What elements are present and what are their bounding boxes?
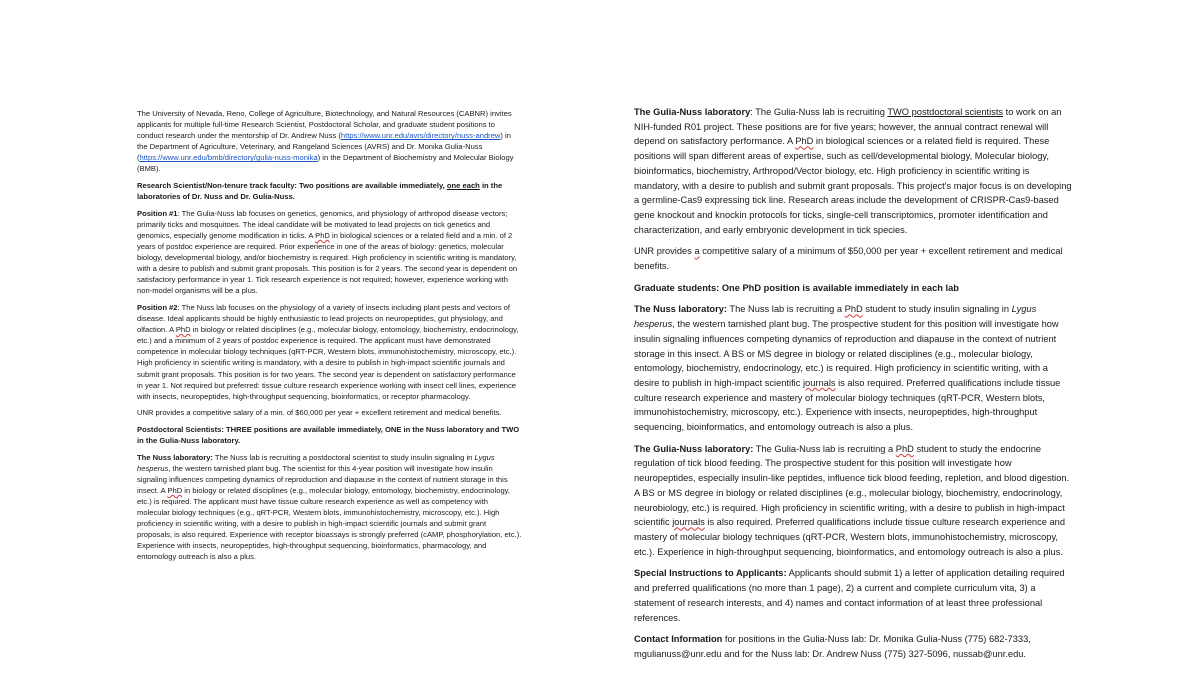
spellcheck-word: journals [802, 377, 836, 388]
special-instructions-paragraph [634, 566, 1074, 625]
body-text: Applicants should submit 1) a letter of application detailing required and preferred qualifications (no more than 1 page), 2) a current and complete curriculum vita, 3) a statement of research interests, and 4) names and contact information of at least three professional references. [634, 568, 1065, 623]
gulia-nuss-lab-grad-paragraph [634, 442, 1074, 560]
lab-label: The Gulia-Nuss laboratory: [634, 443, 754, 454]
body-text: The Gulia-Nuss lab is recruiting a [753, 443, 896, 454]
body-text: The Nuss lab is recruiting a postdoctoral scientist to study insulin signaling in [212, 452, 475, 462]
heading-text: in the laboratories of Dr. Nuss and Dr. Gulia-Nuss. [137, 181, 503, 202]
nuss-lab-postdoc-paragraph [137, 452, 522, 563]
body-text: : The Nuss lab focuses on the physiology of a variety of insects including plant pests and vectors of disease. Ideal applicants should be highly enthusiastic to lead projects on neuropeptides, gut physiology, and olfaction. A [137, 303, 510, 335]
heading-text: Postdoctoral Scientists: THREE positions are available immediately, ONE in the Nuss laboratory and TWO in the Gulia-Nuss laboratory. [137, 424, 520, 446]
position-2-paragraph [137, 302, 522, 402]
postdoc-heading [137, 424, 522, 446]
underlined-text: one each [446, 181, 480, 191]
body-text: student to study the endocrine regulation of tick blood feeding. The prospective student for this position will investigate how neuropeptides, especially insulin-like peptides, influence tick blood feeding, repletion, and blood digestion. A BS or MS degree in biology or related disciplines (e.g., molecular biology, biochemistry, endocrinology, neurobiology, etc.) is required. High proficiency in scientific writing, with a desire to publish in high-impact scientific [634, 443, 1070, 528]
body-text: is also required. Preferred qualifications include tissue culture research experience and mastery of molecular biology techniques (qRT-PCR, Western blots, immunohistochemistry, microscopy, etc.). Experience with insects, neuropeptides, high-throughput sequencing, bioinformatics, and entomology outreach is also a plus. [634, 377, 1061, 433]
body-text: student to study insulin signaling in [862, 304, 1012, 315]
body-text: for positions in the Gulia-Nuss lab: Dr. Monika Gulia-Nuss (775) 682-7333, mgulianuss@unr.edu and for the Nuss lab: Dr. Andrew Nuss (775) 327-5096, nussab@unr.edu. [634, 634, 1031, 659]
left-page [137, 108, 522, 568]
body-text: to work on an NIH-funded R01 project. These positions are for five years; however, the annual contract renewal will depend on satisfactory performance. A [634, 107, 1062, 147]
heading-text: Graduate students: One PhD position is available immediately in each lab [634, 282, 959, 293]
position-2-label: Position #2 [137, 303, 178, 312]
section-label: Contact Information [634, 634, 723, 645]
spellcheck-word: PhD [167, 485, 183, 495]
salary-paragraph [634, 244, 1074, 273]
body-text: The Nuss lab is recruiting a [727, 304, 845, 315]
intro-paragraph [137, 108, 522, 175]
lab-label: The Gulia-Nuss laboratory [634, 107, 751, 117]
intro-text: The University of Nevada, Reno, College of Agriculture, Biotechnology, and Natural Resources (CABNR) invites applicants for multiple full-time Research Scientist, Postdoctoral Scholar, and graduate student positions to conduct research under the mentorship of Dr. Andrew Nuss ( [137, 109, 512, 141]
research-scientist-heading [137, 180, 522, 202]
body-text: : The Gulia-Nuss lab is recruiting [750, 107, 888, 117]
species-name: Lygus hesperus [137, 452, 495, 473]
body-text: in biology or related disciplines (e.g., molecular biology, entomology, biochemistry, endocrinology, etc.) is required. The applicant must have tissue culture research experience as well as competency with molecular biology techniques (e.g., qRT-PCR, Western blots, immunohistochemistry, microscopy, etc.). High proficiency in scientific writing, with a desire to publish in high-impact scientific journals and submit grant proposals, is also required. Experience with receptor bioassays is strongly preferred (cAMP, phosphorylation, etc.). Experience with insects, neuropeptides, high-throughput sequencing, bioinformatics, pharmacology, and entomology outreach is also a plus. [137, 485, 522, 562]
spellcheck-word: a [694, 246, 700, 257]
lab-label: The Nuss laboratory: [634, 304, 727, 315]
section-label: Special Instructions to Applicants: [634, 568, 787, 579]
spellcheck-word: PhD [844, 304, 863, 315]
underlined-text: TWO postdoctoral scientists [887, 107, 1004, 117]
spellcheck-word: PhD [175, 325, 191, 335]
position-1-paragraph [137, 208, 522, 297]
heading-text: Research Scientist/Non-tenure track faculty: Two positions are available immediately, [137, 181, 447, 191]
body-text: in biological sciences or a related field is required. These positions will span different areas of expertise, such as cell/developmental biology, Molecular biology, bioinformatics, biochemistry, Arthropod/Vector biology, etc. High proficiency in scientific writing is mandatory, with a desire to publish and submit grant proposals. This project's major focus is on developing a germline-Cas9 expressing tick line. Research areas include the development of CRISPR-Cas9-based gene knockout and knockin protocols for ticks, single-cell transcriptomics, promoter identification and characterization, and early embryonic development in tick species. [634, 136, 1072, 235]
body-text: , the western tarnished plant bug. The scientist for this 4-year position will investigate how insulin signaling influences competing dynamics of reproduction and diapause in the context of nutrient storage in this insect. A [137, 463, 508, 495]
body-text: is also required. Preferred qualifications include tissue culture research experience and mastery of molecular biology techniques (qRT-PCR, Western blots, immunohistochemistry, microscopy, etc.). Experience in high-throughput sequencing, bioinformatics, and entomology outreach is also a plus. [634, 517, 1065, 557]
body-text: competitive salary of a minimum of $50,000 per year + excellent retirement and medical benefits. [634, 246, 1063, 272]
spellcheck-word: PhD [795, 136, 814, 147]
spellcheck-word: PhD [895, 443, 914, 454]
nuss-lab-grad-paragraph [634, 302, 1074, 434]
right-page [634, 105, 1074, 669]
gulia-nuss-directory-link[interactable]: https://www.unr.edu/bmb/directory/gulia-nuss-monika [139, 153, 318, 163]
body-text: UNR provides [634, 246, 695, 257]
lab-label: The Nuss laboratory: [137, 452, 213, 462]
intro-text: ) in the Department of Biochemistry and Molecular Biology (BMB). [137, 153, 514, 174]
body-text: , the western tarnished plant bug. The prospective student for this position will investigate how insulin signaling influences competing dynamics of reproduction and diapause in the context of nutrient storage in this insect. A BS or MS degree in biology or related disciplines (e.g., molecular biology, entomology, biochemistry, endocrinology, etc.) is required. High proficiency in scientific writing, with a desire to publish in high-impact scientific [634, 319, 1059, 388]
body-text: : The Gulia-Nuss lab focuses on genetics, genomics, and physiology of arthropod disease vectors; primarily ticks and mosquitoes. The ideal candidate will be motivated to lead projects on tick genetics and genomics, especially genome modification in ticks. A [137, 208, 508, 240]
spellcheck-word: journals [672, 517, 705, 528]
salary-paragraph: UNR provides a competitive salary of a min. of $60,000 per year + excellent retirement and medical benefits. [137, 408, 502, 418]
position-1-label: Position #1 [137, 208, 178, 218]
body-text: in biology or related disciplines (e.g., molecular biology, entomology, biochemistry, endocrinology, etc.) and a minimum of 2 years of postdoc experience is required. The applicant must have demonstrated competence in molecular biology techniques (qRT-PCR, Western blots, immunohistochemistry, microscopy, etc.). High proficiency in scientific writing is mandatory, with a desire to publish in high-impact scientific journals and submit grant proposals. This position is for two years. The second year is dependent on satisfactory performance in year 1. Not required but preferred: tissue culture research experience working with insect cell lines, experience with insects, neuropeptides, high-throughput sequencing, bioinformatics, or receptor pharmacology. [137, 325, 519, 401]
species-name: Lygus hesperus [634, 304, 1037, 330]
contact-information-paragraph [634, 632, 1074, 661]
nuss-directory-link[interactable]: https://www.unr.edu/avrs/directory/nuss-andrew [340, 131, 501, 141]
spellcheck-word: PhD [315, 230, 330, 240]
body-text: in biological sciences or a related field and a min. of 2 years of postdoc experience are required. Prior experience in one of the areas of biology: genetics, molecular biology, developmental biology, and/or biochemistry is required. High proficiency in scientific writing is mandatory, with a desire to publish and submit grant proposals. This position is for 2 years. The second year is dependent on satisfactory performance in year 1. Tick research experience is not required; however, experience working with non-model organisms will be a plus. [137, 230, 518, 296]
graduate-heading [634, 281, 1074, 296]
intro-text: ) in the Department of Agriculture, Veterinary, and Rangeland Sciences (AVRS) and Dr. Monika Gulia-Nuss ( [137, 131, 511, 163]
gulia-nuss-postdoc-paragraph [634, 105, 1074, 237]
